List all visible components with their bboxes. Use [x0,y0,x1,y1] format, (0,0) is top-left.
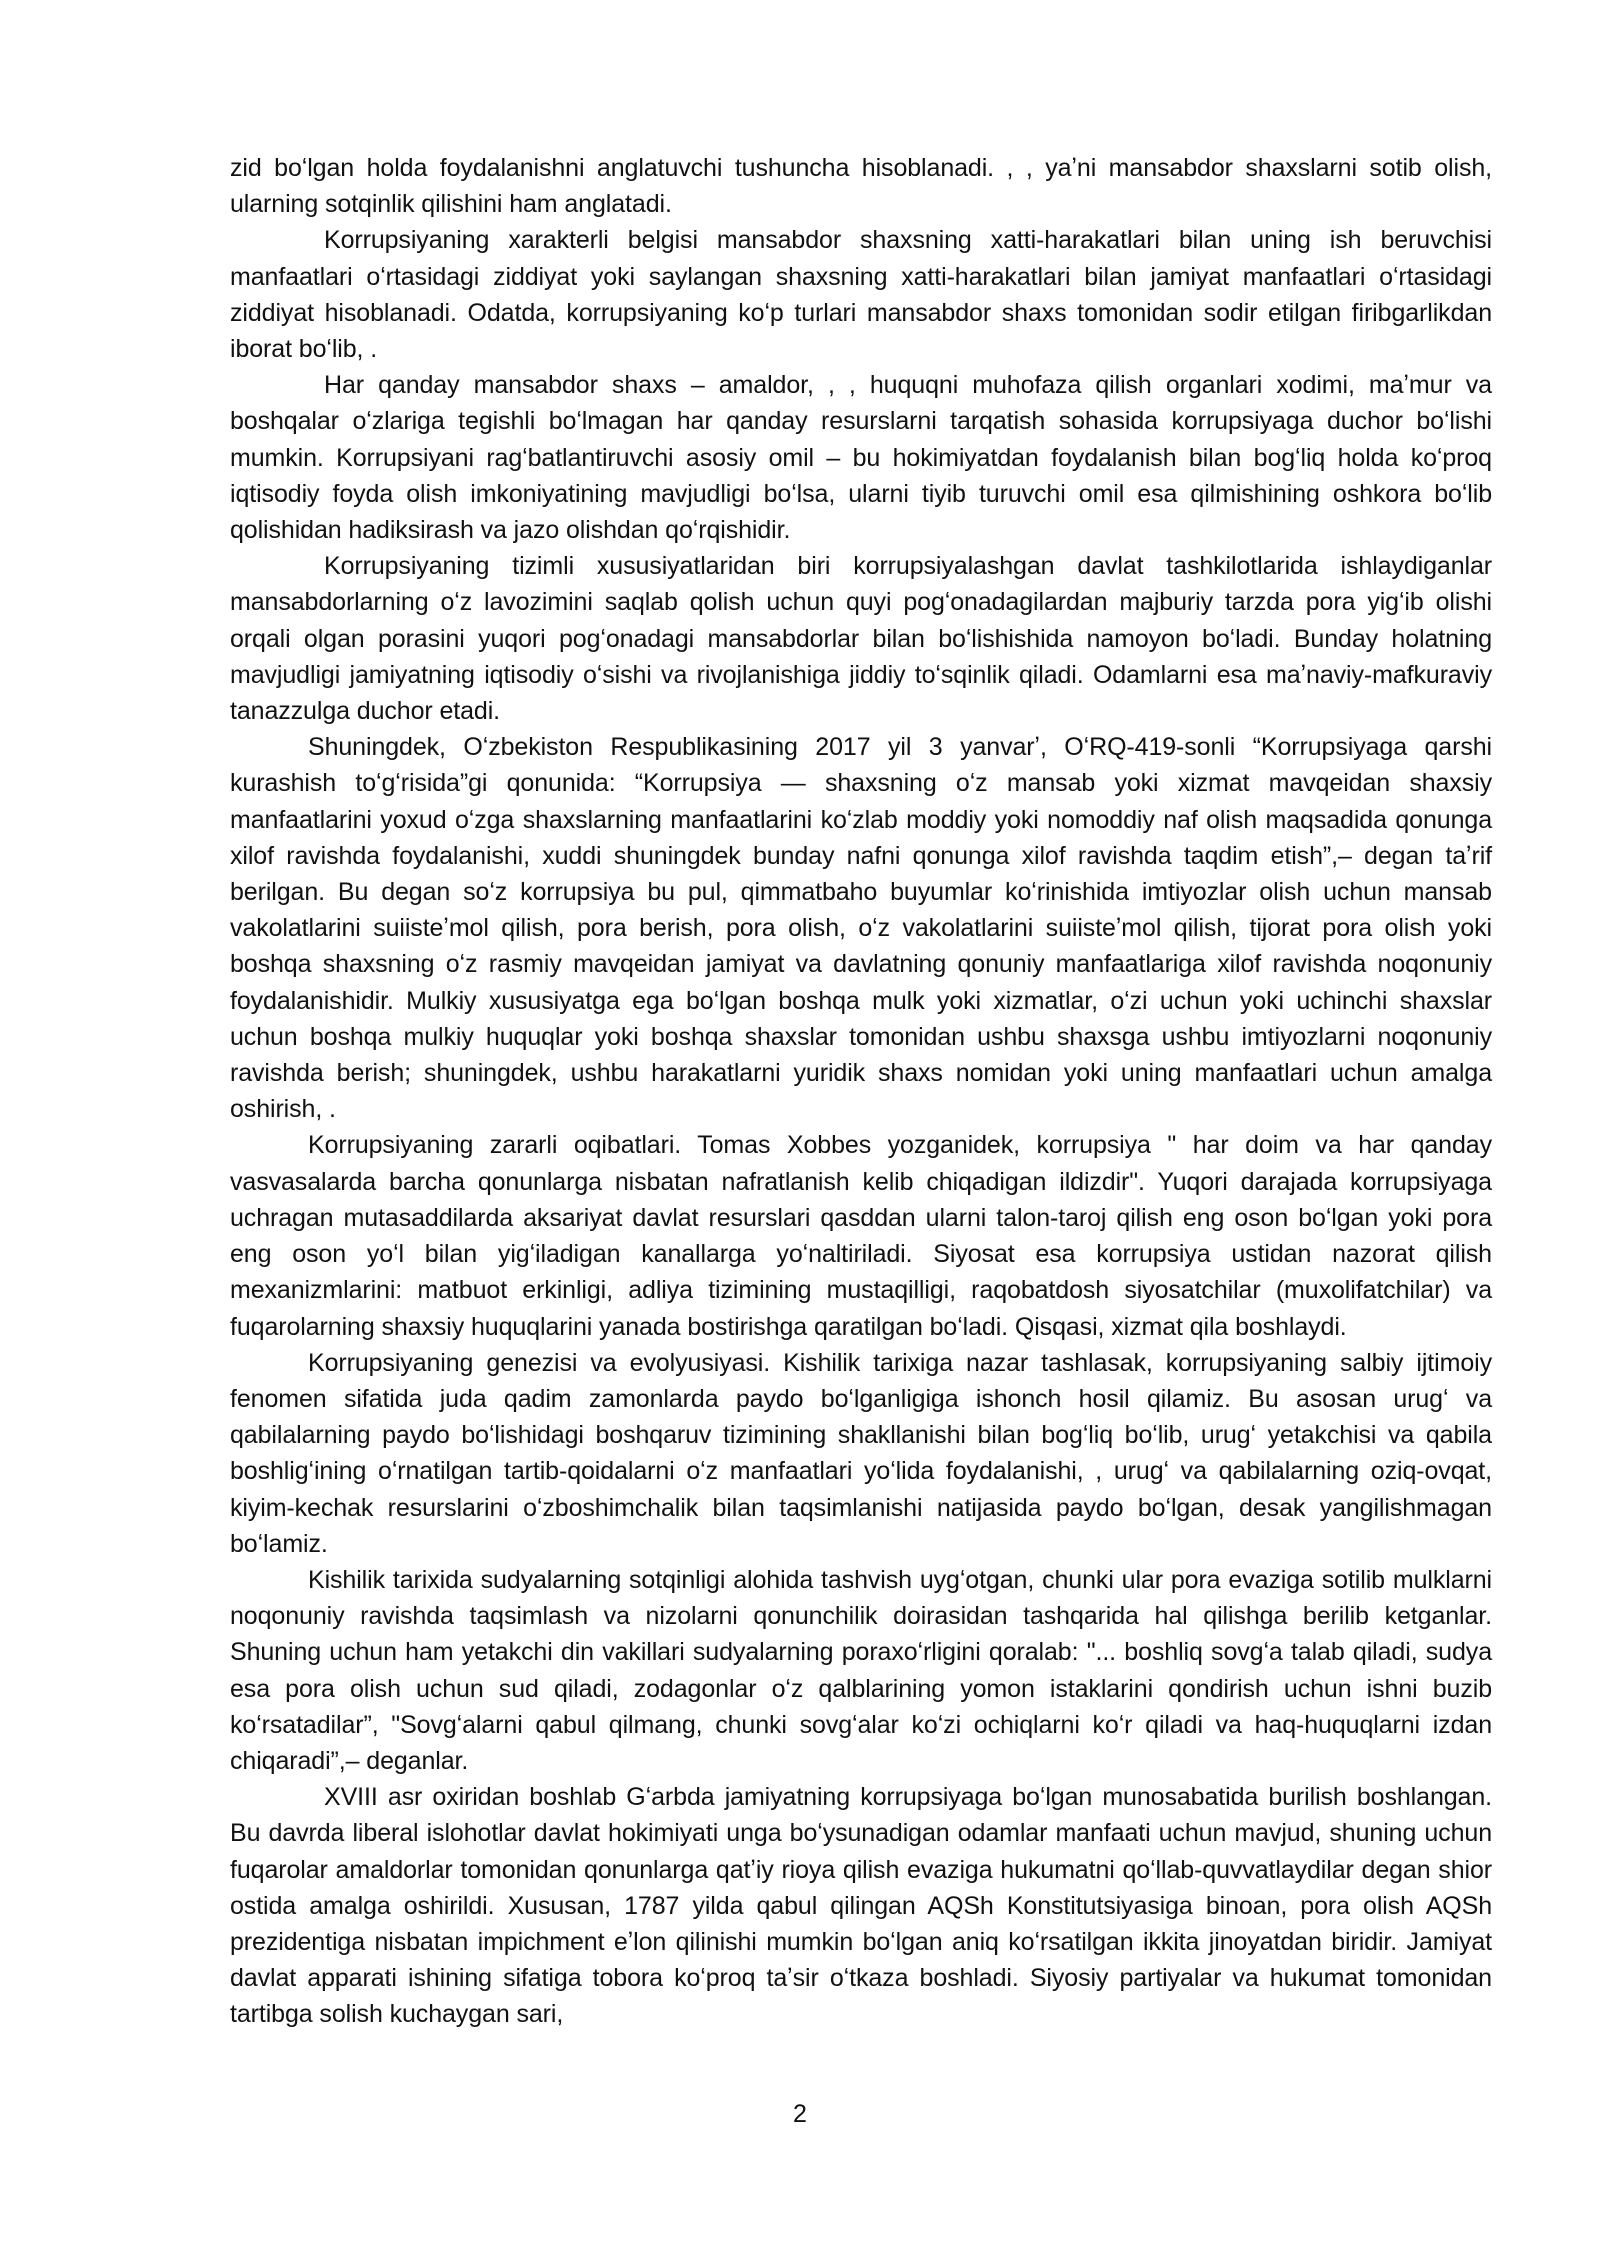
paragraph-1: zid boʻlgan holda foydalanishni anglatuvchi tushuncha hisoblanadi. , , yaʼni mansabdor shaxslarni sotib olish, ularning sotqinlik qilishini ham anglatadi. [230,154,1492,219]
paragraph-3: Har qanday mansabdor shaxs – amaldor, , , huquqni muhofaza qilish organlari xodimi, maʼmur va boshqalar oʻzlariga tegishli boʻlmagan har qanday resurslarni tarqatish sohasida korrupsiyaga duchor boʻlishi mumkin. Korrupsiyani ragʻbatlantiruvchi asosiy omil – bu hokimiyatdan foydalanish bilan bogʻliq holda koʻproq iqtisodiy foyda olish imkoniyatining mavjudligi boʻlsa, ularni tiyib turuvchi omil esa qilmishining oshkora boʻlib qolishidan hadiksirash va jazo olishdan qoʻrqishidir. [230,371,1492,545]
page-number: 2 [793,2100,807,2128]
document-body [230,150,1492,2033]
paragraph-8: Kishilik tarixida sudyalarning sotqinligi alohida tashvish uygʻotgan, chunki ular pora evaziga sotilib mulklarni noqonuniy ravishda taqsimlash va nizolarni qonunchilik doirasidan tashqarida hal qilishga berilib ketganlar. Shuning uchun ham yetakchi din vakillari sudyalarning poraxoʻrligini qoralab: "... boshliq sovgʻa talab qiladi, sudya esa pora olish uchun sud qiladi, zodagonlar oʻz qalblarining yomon istaklarini qondirish uchun ishni buzib koʻrsatadilar”, "Sovgʻalarni qabul qilmang, chunki sovgʻalar koʻzi ochiqlarni koʻr qiladi va haq-huquqlarni izdan chiqaradi”,– deganlar. [230,1565,1492,1775]
paragraph-9: XVIII asr oxiridan boshlab Gʻarbda jamiyatning korrupsiyaga boʻlgan munosabatida burilish boshlangan. Bu davrda liberal islohotlar davlat hokimiyati unga boʻysunadigan odamlar manfaati uchun mavjud, shuning uchun fuqarolar amaldorlar tomonidan qonunlarga qatʼiy rioya qilish evaziga hukumatni qoʻllab-quvvatlaydilar degan shior ostida amalga oshirildi. Xususan, 1787 yilda qabul qilingan AQSh Konstitutsiyasiga binoan, pora olish AQSh prezidentiga nisbatan impichment eʼlon qilinishi mumkin boʻlgan aniq koʻrsatilgan ikkita jinoyatdan biridir. Jamiyat davlat apparati ishining sifatiga tobora koʻproq taʼsir oʻtkaza boshladi. Siyosiy partiyalar va hukumat tomonidan tartibga solish kuchaygan sari, [230,1783,1492,2029]
paragraph-5: Shuningdek, Oʻzbekiston Respublikasining 2017 yil 3 yanvarʼ, OʻRQ-419-sonli “Korrupsiyaga qarshi kurashish toʻgʻrisida”gi qonunida: “Korrupsiya — shaxsning oʻz mansab yoki xizmat mavqeidan shaxsiy manfaatlarini yoxud oʻzga shaxslarning manfaatlarini koʻzlab moddiy yoki nomoddiy naf olish maqsadida qonunga xilof ravishda foydalanishi, xuddi shuningdek bunday nafni qonunga xilof ravishda taqdim etish”,– degan taʼrif berilgan. Bu degan soʻz korrupsiya bu pul, qimmatbaho buyumlar koʻrinishida imtiyozlar olish uchun mansab vakolatlarini suiisteʼmol qilish, pora berish, pora olish, oʻz vakolatlarini suiisteʼmol qilish, tijorat pora olish yoki boshqa shaxsning oʻz rasmiy mavqeidan jamiyat va davlatning qonuniy manfaatlariga xilof ravishda noqonuniy foydalanishidir. Mulkiy xususiyatga ega boʻlgan boshqa mulk yoki xizmatlar, oʻzi uchun yoki uchinchi shaxslar uchun boshqa mulkiy huquqlar yoki boshqa shaxslar tomonidan ushbu shaxsga ushbu imtiyozlarni noqonuniy ravishda berish; shuningdek, ushbu harakatlarni yuridik shaxs nomidan yoki uning manfaatlari uchun amalga oshirish, . [230,733,1492,1124]
paragraph-2: Korrupsiyaning xarakterli belgisi mansabdor shaxsning xatti-harakatlari bilan uning ish beruvchisi manfaatlari oʻrtasidagi ziddiyat yoki saylangan shaxsning xatti-harakatlari bilan jamiyat manfaatlari oʻrtasidagi ziddiyat hisoblanadi. Odatda, korrupsiyaning koʻp turlari mansabdor shaxs tomonidan sodir etilgan firibgarlikdan iborat boʻlib, . [230,226,1492,364]
paragraph-4: Korrupsiyaning tizimli xususiyatlaridan biri korrupsiyalashgan davlat tashkilotlarida ishlaydiganlar mansabdorlarning oʻz lavozimini saqlab qolish uchun quyi pogʻonadagilardan majburiy tarzda pora yigʻib olishi orqali olgan porasini yuqori pogʻonadagi mansabdorlar bilan boʻlishishida namoyon boʻladi. Bunday holatning mavjudligi jamiyatning iqtisodiy oʻsishi va rivojlanishiga jiddiy toʻsqinlik qiladi. Odamlarni esa maʼnaviy-mafkuraviy tanazzulga duchor etadi. [230,552,1492,726]
paragraph-7: Korrupsiyaning genezisi va evolyusiyasi. Kishilik tarixiga nazar tashlasak, korrupsiyaning salbiy ijtimoiy fenomen sifatida juda qadim zamonlarda paydo boʻlganligiga ishonch hosil qilamiz. Bu asosan urugʻ va qabilalarning paydo boʻlishidagi boshqaruv tizimining shakllanishi bilan bogʻliq boʻlib, urugʻ yetakchisi va qabila boshligʻining oʻrnatilgan tartib-qoidalarni oʻz manfaatlari yoʻlida foydalanishi, , urugʻ va qabilalarning oziq-ovqat, kiyim-kechak resurslarini oʻzboshimchalik bilan taqsimlanishi natijasida paydo boʻlgan, desak yangilishmagan boʻlamiz. [230,1348,1492,1558]
paragraph-6: Korrupsiyaning zararli oqibatlari. Tomas Xobbes yozganidek, korrupsiya " har doim va har qanday vasvasalarda barcha qonunlarga nisbatan nafratlanish kelib chiqadigan ildizdir". Yuqori darajada korrupsiyaga uchragan mutasaddilarda aksariyat davlat resurslari qasddan ularni talon-taroj qilish eng oson boʻlgan yoki pora eng oson yoʻl bilan yigʻiladigan kanallarga yoʻnaltiriladi. Siyosat esa korrupsiya ustidan nazorat qilish mexanizmlarini: matbuot erkinligi, adliya tizimining mustaqilligi, raqobatdosh siyosatchilar (muxolifatchilar) va fuqarolarning shaxsiy huquqlarini yanada bostirishga qaratilgan boʻladi. Qisqasi, xizmat qila boshlaydi. [230,1131,1492,1341]
